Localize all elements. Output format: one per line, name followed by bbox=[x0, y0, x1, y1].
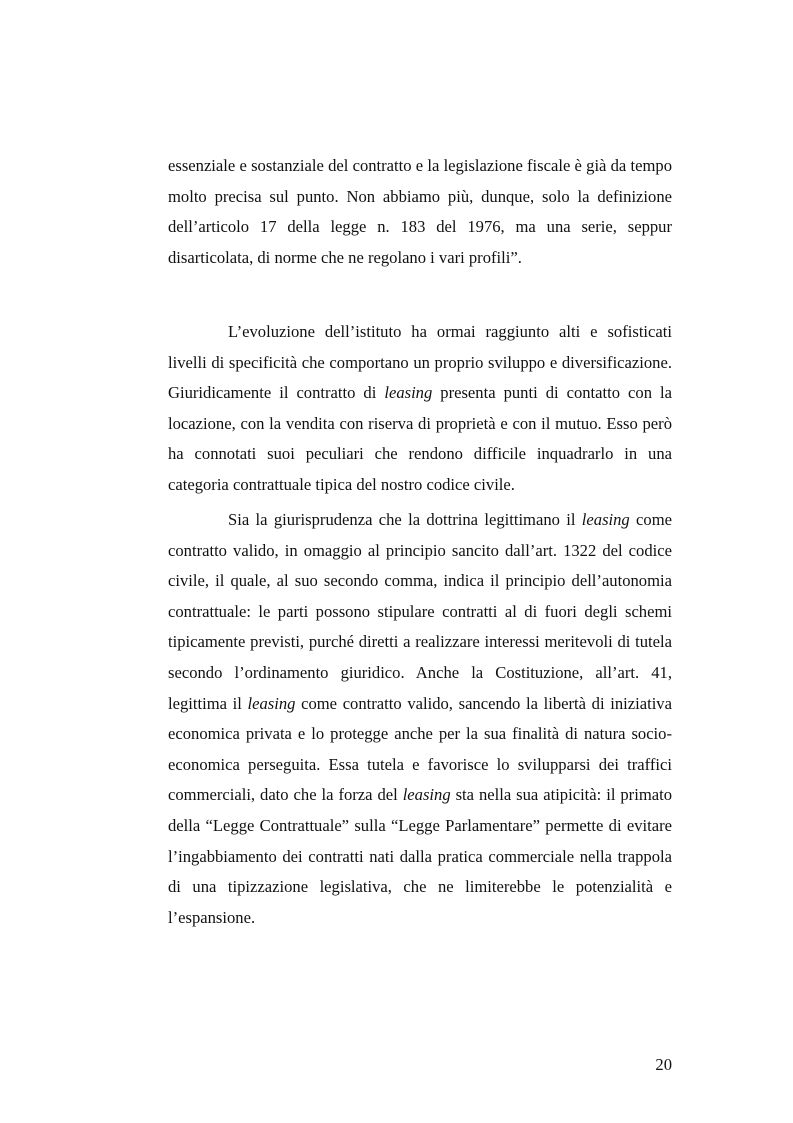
paragraph-text: presenta punti di contatto con la locazione, con la vendita con riserva di proprietà e con il mutuo. Esso però ha connotati suoi peculiari che rendono difficile inquadrarlo in una categoria contrattuale tipica del nostro codice civile. bbox=[168, 383, 672, 494]
paragraph-text: L’evoluzione dell’istituto ha ormai raggiunto alti e sofisticati livelli di specificità che comportano un proprio sviluppo e diversificazione. Giuridicamente il contratto di bbox=[168, 322, 672, 403]
paragraph-continuation bbox=[168, 151, 672, 273]
paragraph-text: come contratto valido, in omaggio al principio sancito dall’art. 1322 del codice civile, il quale, al suo secondo comma, indica il principio dell’autonomia contrattuale: le parti possono stipulare contratti al di fuori degli schemi tipicamente previsti, purché diretti a realizzare interessi meritevoli di tutela secondo l’ordinamento giuridico. Anche la Costituzione, all’art. 41, legittima il bbox=[168, 510, 672, 713]
paragraph-text: come contratto valido, sancendo la libertà di iniziativa economica privata e lo protegge anche per la sua finalità di natura socio-economica perseguita. Essa tutela e favorisce lo svilupparsi dei traffici commerciali, dato che la forza del bbox=[168, 693, 672, 805]
paragraph-leasing-validity bbox=[168, 505, 672, 933]
italic-term: leasing bbox=[384, 383, 433, 403]
page-number: 20 bbox=[655, 1055, 672, 1074]
paragraph-text: sta nella sua atipicità: il primato della “Legge Contrattuale” sulla “Legge Parlamentare” permette di evitare l’ingabbiamento dei contratti nati dalla pratica commerciale nella trappola di una tipizzazione legislativa, che ne limiterebbe le potenzialità e l’espansione. bbox=[168, 785, 672, 927]
paragraph-leasing-evolution bbox=[168, 317, 672, 501]
paragraph-text: essenziale e sostanziale del contratto e la legislazione fiscale è già da tempo molto precisa sul punto. Non abbiamo più, dunque, solo la definizione dell’articolo 17 della legge n. 183 del 1976, ma una serie, seppur disarticolata, di norme che ne regolano i vari profili”. bbox=[168, 156, 672, 267]
italic-term: leasing bbox=[581, 510, 630, 529]
italic-term: leasing bbox=[402, 785, 451, 805]
paragraph-text: Sia la giurisprudenza che la dottrina legittimano il bbox=[228, 510, 582, 529]
italic-term: leasing bbox=[247, 693, 296, 713]
